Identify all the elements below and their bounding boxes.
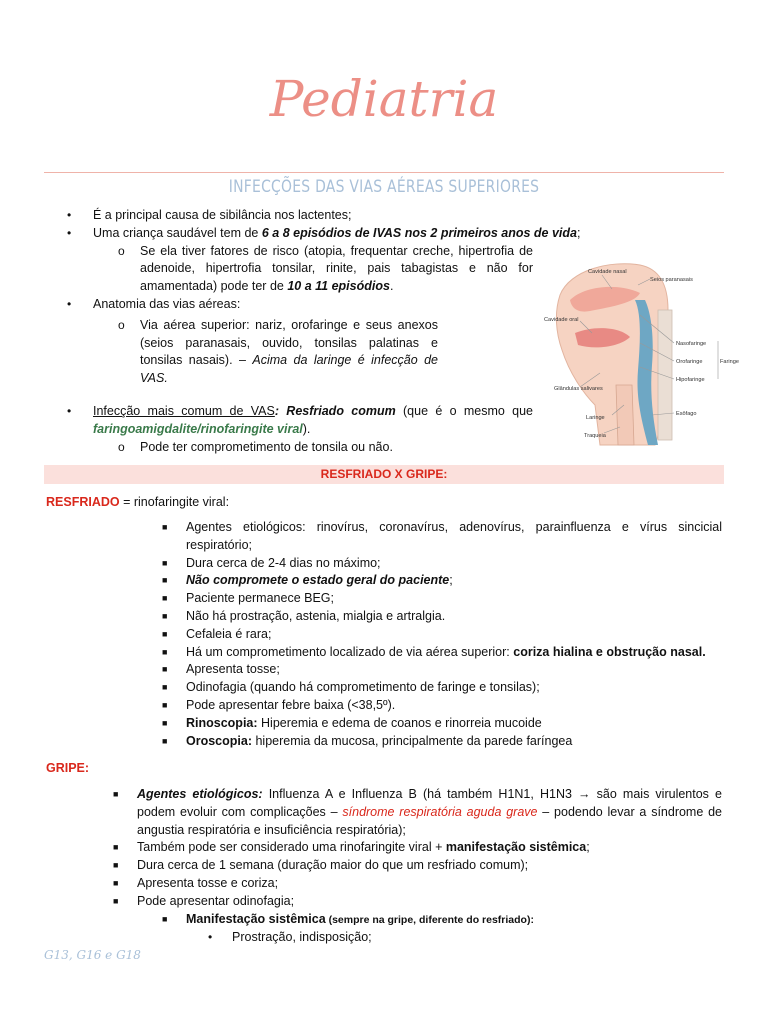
figure-label: Cavidade oral — [544, 317, 579, 323]
upper-airway-anatomy-figure — [540, 255, 739, 445]
bullet-circle: o — [118, 439, 125, 454]
gripe-heading: GRIPE: — [46, 761, 90, 775]
list-item: ■ Não compromete o estado geral do paciente; — [162, 573, 453, 588]
list-item: ■ Manifestação sistêmica (sempre na gripe, diferente do resfriado): — [162, 912, 534, 926]
intro-sub-anatomy: o Via aérea superior: nariz, orofaringe e seus anexos (seios paranasais, ouvido, tonsilas palatinas e tonsilas nasais). – Acima da laringe é infecção de VAS. — [118, 317, 439, 386]
list-item: ■ Agentes etiológicos: Influenza A e Influenza B (há também H1N1, H1N3 → são mais virulentos e podem evoluir com complicações – síndrome respiratória aguda grave – podendo levar a síndrome de angustia respiratória e insuficiência respiratória); — [113, 787, 723, 837]
list-item: ■ Também pode ser considerado uma rinofaringite viral + manifestação sistêmica; — [113, 840, 590, 855]
intro-sub-tonsil: o Pode ter comprometimento de tonsila ou não. — [140, 439, 533, 457]
bullet-dot: • — [67, 225, 72, 240]
list-item: ■ Há um comprometimento localizado de via aérea superior: coriza hialina e obstrução nasal. — [162, 644, 706, 659]
figure-label: Seios paranasais — [650, 277, 693, 283]
list-item: ■ Não há prostração, astenia, mialgia e artralgia. — [162, 608, 446, 623]
bullet-dot: • — [67, 404, 72, 418]
figure-label: Faringe — [720, 359, 739, 365]
section-title: INFECÇÕES DAS VIAS AÉREAS SUPERIORES — [228, 177, 540, 197]
list-item: ■ Oroscopia: hiperemia da mucosa, principalmente da parede faríngea — [162, 733, 573, 748]
list-item: ■ Pode apresentar odinofagia; — [113, 893, 295, 908]
bullet-circle: o — [118, 243, 125, 258]
gripe-sublist — [162, 911, 722, 930]
list-item: ■ Pode apresentar febre baixa (<38,5º). — [162, 697, 396, 712]
figure-label: Cavidade nasal — [588, 269, 627, 275]
comparison-banner: RESFRIADO X GRIPE: — [44, 465, 724, 484]
list-item: ■ Rinoscopia: Hiperemia e edema de coanos e rinorreia mucoide — [162, 715, 542, 730]
title-divider — [44, 172, 724, 173]
figure-label: Esôfago — [676, 411, 697, 417]
gripe-sub-sublist — [208, 929, 712, 947]
figure-label: Nasofaringe — [676, 341, 707, 347]
list-item: ■ Paciente permanece BEG; — [162, 591, 334, 606]
list-item: ■ Dura cerca de 1 semana (duração maior do que um resfriado comum); — [113, 858, 529, 873]
intro-bullet-2: • Uma criança saudável tem de 6 a 8 episódios de IVAS nos 2 primeiros anos de vida; — [93, 225, 533, 243]
figure-label: Orofaringe — [676, 359, 703, 365]
figure-label: Hipofaringe — [676, 377, 705, 383]
intro-sub-risk: o Se ela tiver fatores de risco (atopia, frequentar creche, hipertrofia de adenoide, hipertrofia tonsilar, rinite, pais tabagistas e não for amamentada) pode ter de 10 a 11 episódios. — [118, 243, 533, 294]
list-item: ■ Cefaleia é rara; — [162, 626, 272, 641]
list-item: ■ Apresenta tosse e coriza; — [113, 875, 279, 890]
gripe-list — [113, 786, 723, 911]
figure-label: Traqueia — [584, 433, 606, 439]
resfriado-list — [162, 519, 722, 750]
list-item: ■ Odinofagia (quando há comprometimento de faringe e tonsilas); — [162, 680, 540, 695]
page-title: Pediatria — [269, 70, 499, 128]
bullet-circle: o — [118, 317, 125, 332]
list-item: ■ Agentes etiológicos: rinovírus, coronavírus, adenovírus, parainfluenza e vírus sincicial respiratório; — [162, 520, 722, 552]
resfriado-heading: RESFRIADO = rinofaringite viral: — [46, 495, 230, 509]
list-item: • Prostração, indisposição; — [208, 930, 372, 944]
intro-bullet-1: • É a principal causa de sibilância nos lactentes; — [93, 207, 533, 225]
figure-label: Glândulas salivares — [554, 386, 603, 392]
intro-bullet-3: • Anatomia das vias aéreas: — [93, 296, 533, 314]
bullet-dot: • — [67, 296, 72, 311]
intro-bullet-4: • Infecção mais comum de VAS: Resfriado comum (que é o mesmo que faringoamigdalite/rinofaringite viral). o Pode ter comprometimento de tonsila ou não. — [93, 403, 533, 456]
bullet-dot: • — [67, 208, 72, 222]
figure-label: Laringe — [586, 415, 605, 421]
list-item: ■ Apresenta tosse; — [162, 662, 280, 677]
list-item: ■ Dura cerca de 2-4 dias no máximo; — [162, 555, 381, 570]
footer-groups: G13, G16 e G18 — [44, 948, 141, 962]
